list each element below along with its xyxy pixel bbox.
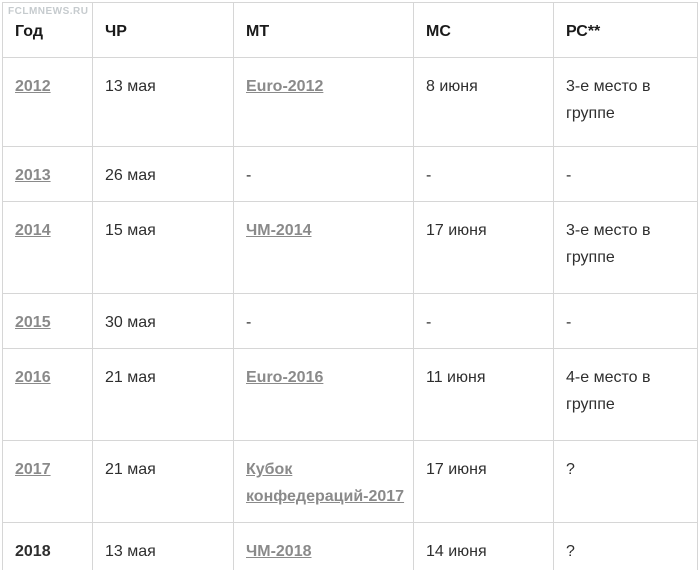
- ms-text: 8 июня: [426, 78, 478, 95]
- rs-cell: [554, 58, 698, 147]
- year-cell: [3, 349, 93, 441]
- ms-cell: [414, 294, 554, 349]
- ms-cell: [414, 523, 554, 570]
- ms-text: 14 июня: [426, 543, 487, 560]
- national-team-schedule-table: [2, 2, 698, 570]
- rs-text: 3-е место в группе: [566, 78, 651, 122]
- ms-cell: [414, 441, 554, 523]
- rs-cell: [554, 202, 698, 294]
- rs-text: -: [566, 314, 572, 331]
- header-row: [3, 3, 698, 58]
- mt-cell: [234, 349, 414, 441]
- year-cell: [3, 202, 93, 294]
- table-row: [3, 523, 698, 570]
- year-link[interactable]: 2012: [15, 78, 51, 95]
- ms-text: 11 июня: [426, 369, 486, 386]
- mt-text: -: [246, 314, 252, 331]
- year-link[interactable]: 2016: [15, 369, 51, 386]
- ms-cell: [414, 147, 554, 202]
- year-cell: [3, 441, 93, 523]
- rs-cell: [554, 147, 698, 202]
- ms-text: -: [426, 167, 432, 184]
- table-row: [3, 349, 698, 441]
- mt-cell: [234, 58, 414, 147]
- chr-text: 26 мая: [105, 167, 156, 184]
- rs-cell: [554, 441, 698, 523]
- rs-cell: [554, 294, 698, 349]
- rs-cell: [554, 523, 698, 570]
- chr-text: 30 мая: [105, 314, 156, 331]
- ms-text: 17 июня: [426, 461, 487, 478]
- chr-text: 21 мая: [105, 461, 156, 478]
- mt-link[interactable]: Euro-2012: [246, 78, 324, 95]
- ms-text: 17 июня: [426, 222, 487, 239]
- table-body: [3, 58, 698, 570]
- column-header-year: Год: [3, 3, 93, 58]
- table-row: [3, 58, 698, 147]
- rs-text: 3-е место в группе: [566, 222, 651, 266]
- chr-cell: [93, 523, 234, 570]
- chr-text: 13 мая: [105, 78, 156, 95]
- rs-text: 4-е место в группе: [566, 369, 651, 413]
- year-cell: [3, 58, 93, 147]
- chr-text: 21 мая: [105, 369, 156, 386]
- ms-cell: [414, 202, 554, 294]
- mt-cell: [234, 523, 414, 570]
- mt-cell: [234, 202, 414, 294]
- column-header-ms: МС: [414, 3, 554, 58]
- year-link[interactable]: 2014: [15, 222, 51, 239]
- table-row: [3, 202, 698, 294]
- column-header-chr: ЧР: [93, 3, 234, 58]
- table-row: [3, 147, 698, 202]
- column-header-rs: РС**: [554, 3, 698, 58]
- chr-cell: [93, 441, 234, 523]
- column-header-mt: МТ: [234, 3, 414, 58]
- mt-link[interactable]: Кубок конфедераций-2017: [246, 461, 405, 505]
- chr-cell: [93, 349, 234, 441]
- rs-text: ?: [566, 543, 575, 560]
- year-link[interactable]: 2013: [15, 167, 51, 184]
- year-text: 2018: [15, 543, 51, 560]
- table-row: [3, 441, 698, 523]
- year-cell: [3, 294, 93, 349]
- mt-link[interactable]: ЧМ-2014: [246, 222, 312, 239]
- chr-cell: [93, 58, 234, 147]
- rs-text: ?: [566, 461, 575, 478]
- year-link[interactable]: 2017: [15, 461, 51, 478]
- year-cell: [3, 523, 93, 570]
- chr-text: 13 мая: [105, 543, 156, 560]
- ms-cell: [414, 58, 554, 147]
- year-link[interactable]: 2015: [15, 314, 51, 331]
- site-watermark: FCLMNEWS.RU: [8, 6, 89, 17]
- ms-cell: [414, 349, 554, 441]
- chr-cell: [93, 147, 234, 202]
- year-cell: [3, 147, 93, 202]
- rs-cell: [554, 349, 698, 441]
- mt-link[interactable]: ЧМ-2018: [246, 543, 312, 560]
- table-row: [3, 294, 698, 349]
- chr-text: 15 мая: [105, 222, 156, 239]
- mt-cell: [234, 441, 414, 523]
- chr-cell: [93, 202, 234, 294]
- mt-cell: [234, 147, 414, 202]
- ms-text: -: [426, 314, 432, 331]
- mt-link[interactable]: Euro-2016: [246, 369, 324, 386]
- mt-cell: [234, 294, 414, 349]
- rs-text: -: [566, 167, 572, 184]
- mt-text: -: [246, 167, 252, 184]
- chr-cell: [93, 294, 234, 349]
